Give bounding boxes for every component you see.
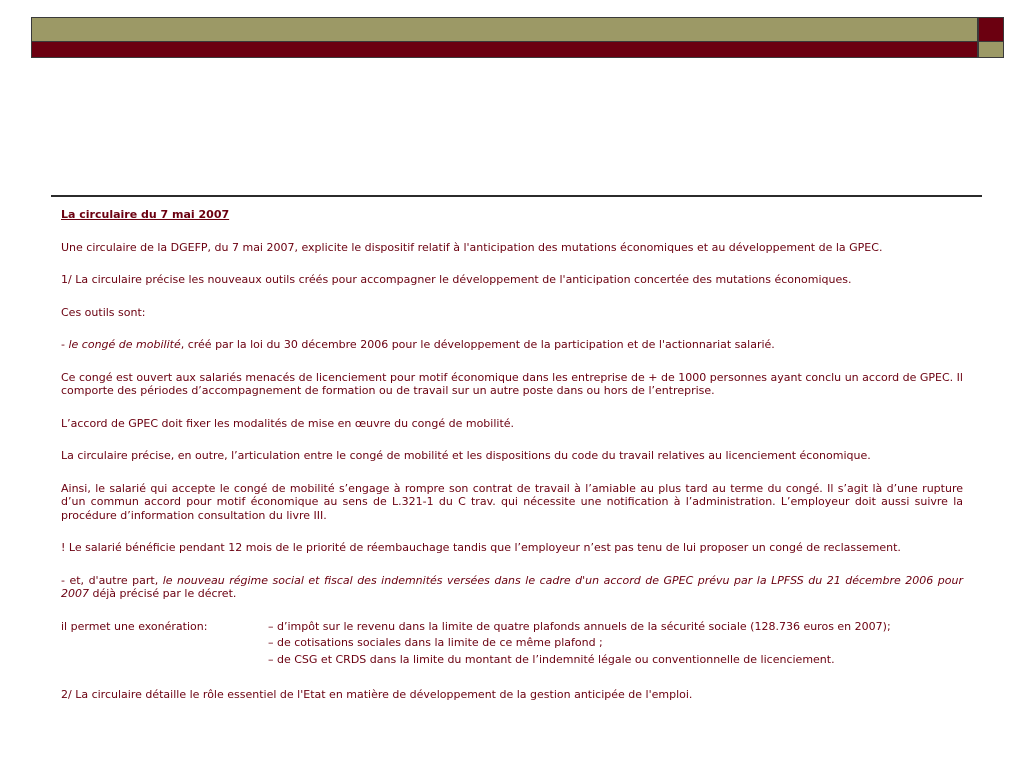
bullet-prefix: - xyxy=(61,338,69,351)
paragraph-rupture: Ainsi, le salarié qui accepte le congé de mobilité s’engage à rompre son contrat de travail à l’amiable au plus tard au terme du congé. Il s’agit là d’une rupture d’un commun accord pour motif économique au sens de L.321-1 du C trav. qui nécessite une notification à l’administration. L’employeur doit aussi suivre la procédure d’information consultation du livre III. xyxy=(61,481,963,522)
exoneration-block xyxy=(61,620,963,670)
header-band-maroon xyxy=(31,42,978,58)
slide-body xyxy=(61,208,963,721)
emphasis-conge-mobilite: le congé de mobilité xyxy=(68,338,181,351)
paragraph-regime xyxy=(61,574,963,601)
paragraph-accord: L’accord de GPEC doit fixer les modalités de mise en œuvre du congé de mobilité. xyxy=(61,416,515,430)
paragraph-tools: Ces outils sont: xyxy=(61,305,146,319)
paragraph-priorite: ! Le salarié bénéficie pendant 12 mois de le priorité de réembauchage tandis que l’employeur n’est pas tenu de lui proposer un congé de reclassement. xyxy=(61,541,901,554)
header-square-olive xyxy=(978,42,1004,58)
header-square-maroon xyxy=(978,17,1004,42)
paragraph-intro: Une circulaire de la DGEFP, du 7 mai 2007, explicite le dispositif relatif à l'anticipation des mutations économiques et au développement de la GPEC. xyxy=(61,240,883,254)
paragraph-conge-details: Ce congé est ouvert aux salariés menacés de licenciement pour motif économique dans les entreprise de + de 1000 personnes ayant conclu un accord de GPEC. Il comporte des périodes d’accompagnement de formation ou de travail sur un autre poste dans ou hors de l’entreprise. xyxy=(61,370,963,397)
paragraph-conge-mobilite xyxy=(61,338,963,352)
paragraph-point-2: 2/ La circulaire détaille le rôle essentiel de l'Etat en matière de développement de la gestion anticipée de l'emploi. xyxy=(61,688,693,701)
header-band-olive xyxy=(31,17,978,42)
exoneration-item: – d’impôt sur le revenu dans la limite de quatre plafonds annuels de la sécurité sociale (128.736 euros en 2007); xyxy=(268,619,891,633)
paragraph-point-1: 1/ La circulaire précise les nouveaux outils créés pour accompagner le développement de l'anticipation concertée des mutations économiques. xyxy=(61,273,852,286)
exoneration-item: – de CSG et CRDS dans la limite du montant de l’indemnité légale ou conventionnelle de licenciement. xyxy=(268,652,835,666)
exoneration-label: il permet une exonération: xyxy=(61,619,208,633)
bullet-prefix: - et, d'autre part, xyxy=(61,573,163,587)
paragraph-articulation: La circulaire précise, en outre, l’articulation entre le congé de mobilité et les dispositions du code du travail relatives au licenciement économique. xyxy=(61,449,871,462)
emphasis-regime: le nouveau régime social et fiscal des indemnités versées dans le cadre d'un accord de GPEC prévu par la LPFSS du 21 décembre 2006 pour 2007 xyxy=(61,573,963,600)
section-title: La circulaire du 7 mai 2007 xyxy=(61,208,230,221)
title-divider xyxy=(51,195,982,197)
exoneration-item: – de cotisations sociales dans la limite de ce même plafond ; xyxy=(268,636,603,649)
exoneration-list xyxy=(268,620,963,670)
paragraph-text: , créé par la loi du 30 décembre 2006 pour le développement de la participation et de l'actionnariat salarié. xyxy=(180,338,775,351)
paragraph-text: déjà précisé par le décret. xyxy=(89,587,237,600)
